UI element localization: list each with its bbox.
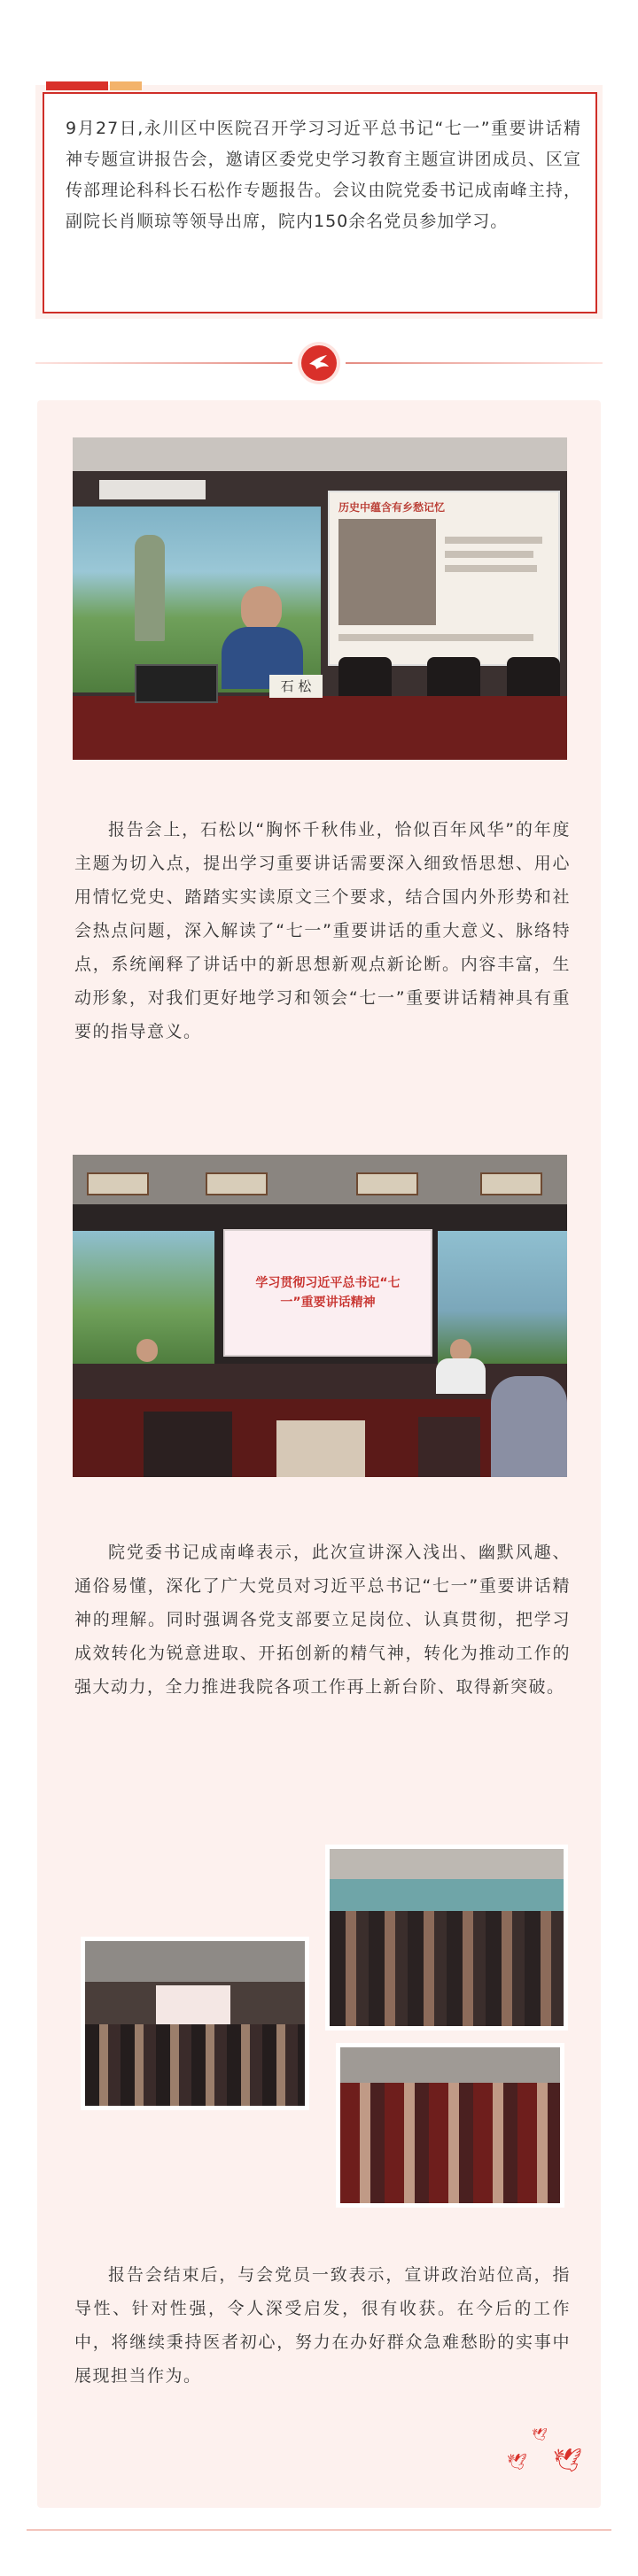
audience-photo-bottom-right: [340, 2047, 560, 2203]
meeting-hall-photo: [73, 1155, 567, 1477]
bird-icon: 🕊: [532, 2428, 548, 2442]
intro-text: 9月27日,永川区中医院召开学习习近平总书记“七一”重要讲话精神专题宣讲报告会，邀请区委党史学习教育主题宣讲团成员、区宣传部理论科科长石松作专题报告。会议由院党委书记成南峰主持，副院长肖顺琼等领导出席，院内150余名党员参加学习。: [66, 119, 581, 231]
audience-photo-top-right: [330, 1849, 564, 2026]
bottom-divider: [27, 2529, 611, 2531]
screen-text: 学习贯彻习近平总书记“七一”重要讲话精神: [255, 1276, 401, 1310]
nameplate: 石 松: [269, 675, 323, 698]
speaker-photo: [73, 437, 567, 760]
bird-icon: 🕊: [507, 2453, 527, 2472]
divider-right-line: [346, 362, 603, 364]
paragraph-conclusion: 报告会结束后，与会党员一致表示，宣讲政治站位高，指导性、针对性强，令人深受启发，很有收获。在今后的工作中，将继续秉持医者初心，努力在办好群众急难愁盼的实事中展现担当作为。: [74, 2265, 571, 2386]
divider-left-line: [35, 362, 292, 364]
paragraph-party-secretary: 院党委书记成南峰表示，此次宣讲深入浅出、幽默风趣、通俗易懂，深化了广大党员对习近平总书记“七一”重要讲话精神的理解。同时强调各党支部要立足岗位、认真贯彻，把学习成效转化为锐意进取、开拓创新的精气神，转化为推动工作的强大动力，全力推进我院各项工作再上新台阶、取得新突破。: [74, 1543, 571, 1697]
intro-tab-orange: [110, 81, 142, 90]
paragraph-report: 报告会上，石松以“胸怀千秋伟业，恰似百年风华”的年度主题为切入点，提出学习重要讲话需要深入细致悟思想、用心用情忆党史、踏踏实实读原文三个要求，结合国内外形势和社会热点问题，深入解读了“七一”重要讲话的重大意义、脉络特点，系统阐释了讲话中的新思想新观点新论断。内容丰富，生动形象，对我们更好地学习和领会“七一”重要讲话精神具有重要的指导意义。: [74, 820, 571, 1041]
bird-icon: 🕊: [553, 2448, 583, 2474]
slide-title: 历史中蕴含有乡愁记忆: [338, 501, 446, 514]
audience-photo-left: [85, 1941, 305, 2106]
dove-icon: [301, 345, 337, 381]
intro-tab-red: [46, 81, 108, 90]
